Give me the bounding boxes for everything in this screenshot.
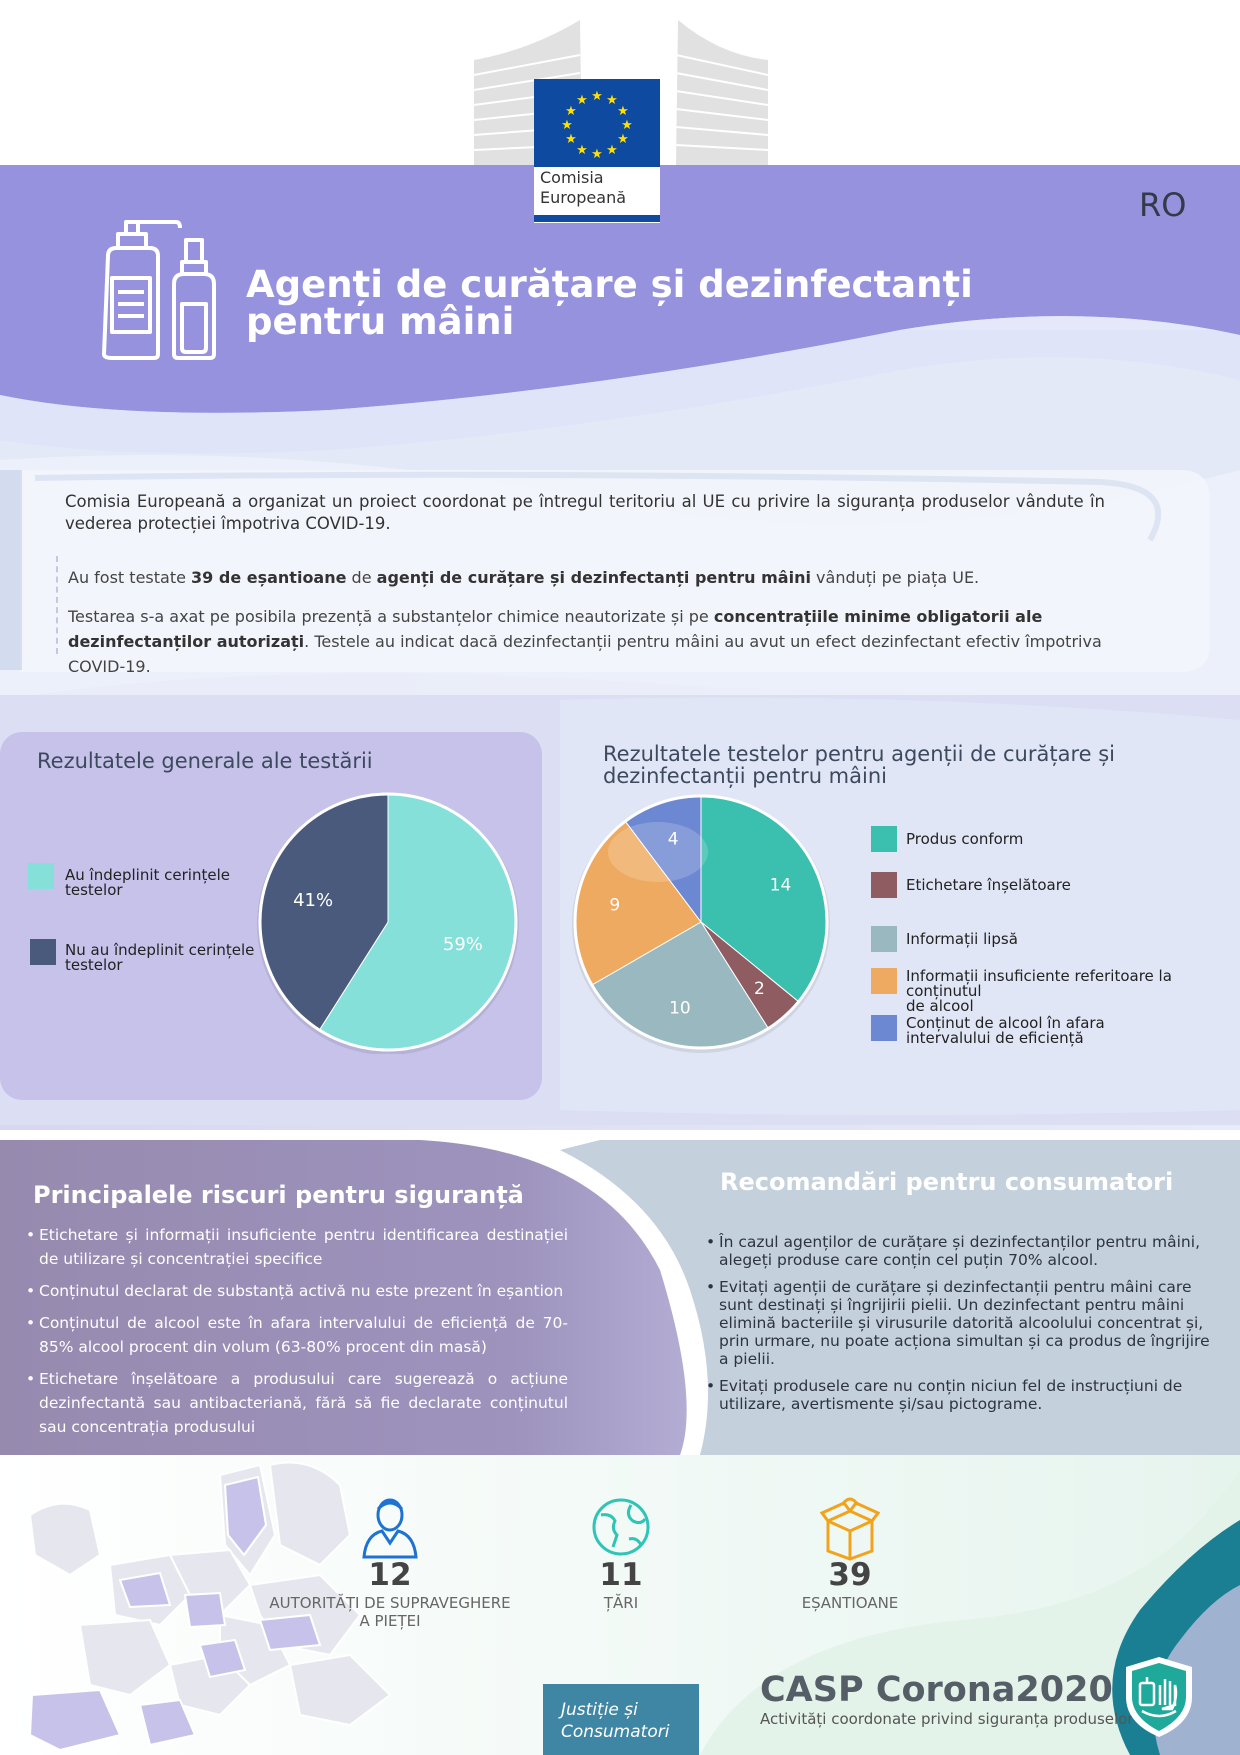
tested-text bbox=[68, 567, 1108, 589]
legend-label: Produs conform bbox=[906, 830, 1024, 848]
legend-label: Informații lipsă bbox=[906, 930, 1018, 948]
globe-icon bbox=[591, 1495, 651, 1561]
pie-label-informatii-lipsa: 10 bbox=[669, 998, 691, 1019]
pie-label-etichetare-inselatoare: 2 bbox=[753, 978, 765, 999]
intro-text: Comisia Europeană a organizat un proiect coordonat pe întregul teritoriu al UE cu privire la siguranța produselor vândute în vederea protecției împotriva COVID-19. bbox=[65, 492, 1105, 533]
focus-text bbox=[68, 604, 1108, 679]
svg-text:★: ★ bbox=[617, 132, 629, 147]
recommendation-item: • Evitați agenții de curățare și dezinfectanții pentru mâini care sunt destinați și îngrijirii pielii. Un dezinfectant pentru mâini elimină bacteriile și virusurile datorită alcoolului concentrat și, prin urmare, nu poate acționa simultan și ca produs de îngrijire a pielii. bbox=[706, 1278, 1212, 1368]
tested-products: agenți de curățare și dezinfectanți pentru mâini bbox=[376, 568, 811, 587]
legend-label: Informații insuficiente referitoare la conținutul bbox=[906, 967, 1172, 1000]
svg-text:★: ★ bbox=[621, 118, 633, 133]
legend-label: de alcool bbox=[906, 997, 974, 1015]
jc-line-2: Consumatori bbox=[561, 1722, 670, 1742]
intro-divider bbox=[56, 556, 58, 654]
overall-results-pie-chart bbox=[256, 790, 520, 1054]
legend2-item-continut-de-alcool-in-afara-intervalului-de-eficienta bbox=[906, 1016, 1105, 1046]
language-code: RO bbox=[1139, 186, 1187, 224]
legend2-swatch-continut-de-alcool-in-afara-intervalului-de-eficienta bbox=[871, 1015, 897, 1041]
stat-value: 11 bbox=[599, 1557, 643, 1593]
risk-item: • Etichetare înșelătoare a produsului care sugerează o acțiune dezinfectantă sau antibacteriană, fără să fie declarate conținutul sau concentrația produsului bbox=[26, 1367, 568, 1439]
risk-item: • Conținutul de alcool este în afara intervalului de eficiență de 70-85% alcool procent din volum (63-80% procent din masă) bbox=[26, 1311, 568, 1359]
recommendation-item: • Evitați produsele care nu conțin niciun fel de instrucțiuni de utilizare, avertismente și/sau pictograme. bbox=[706, 1377, 1212, 1413]
stat-value: 12 bbox=[368, 1557, 412, 1593]
stat-label-line: AUTORITĂȚI DE SUPRAVEGHERE bbox=[269, 1594, 511, 1612]
product-results-pie-chart bbox=[566, 790, 836, 1060]
legend1-item-passed bbox=[65, 868, 230, 898]
legend2-swatch-produs-conform bbox=[871, 826, 897, 852]
risks-list bbox=[26, 1223, 568, 1447]
legend1-item-failed bbox=[65, 943, 254, 973]
stat-label bbox=[491, 1594, 751, 1612]
svg-text:★: ★ bbox=[591, 89, 603, 104]
casp-title: CASP Corona2020 bbox=[760, 1670, 1113, 1710]
focus-bold: concentrațiile minime obligatorii ale dezinfectanților autorizați bbox=[68, 607, 1043, 651]
jc-line-1: Justiție și bbox=[561, 1700, 638, 1720]
tested-part: de bbox=[346, 568, 377, 587]
pie-label-nu-au-indeplinit-cerintele-testelor: 41% bbox=[293, 890, 334, 912]
legend2-swatch-etichetare-inselatoare bbox=[871, 872, 897, 898]
stat-label-line: EȘANTIOANE bbox=[801, 1594, 899, 1612]
stat-label-line: ȚĂRI bbox=[603, 1594, 639, 1612]
legend2-swatch-informatii-lipsa bbox=[871, 926, 897, 952]
legend2-item-informatii-lipsa bbox=[906, 932, 1018, 947]
recommendations-list bbox=[706, 1233, 1212, 1422]
legend2-item-etichetare-inselatoare bbox=[906, 878, 1071, 893]
risk-item: • Conținutul declarat de substanță activă nu este prezent în eșantion bbox=[26, 1279, 568, 1303]
legend-label: intervalului de eficiență bbox=[906, 1029, 1084, 1047]
legend-label: Nu au îndeplinit cerințele bbox=[65, 941, 255, 959]
svg-text:★: ★ bbox=[565, 132, 577, 147]
stat-value: 39 bbox=[828, 1557, 872, 1593]
stat-label bbox=[720, 1594, 980, 1612]
chart1-title: Rezultatele generale ale testării bbox=[37, 749, 373, 773]
box-icon bbox=[820, 1495, 880, 1561]
page-title: Agenți de curățare și dezinfectanți pentru mâini bbox=[246, 263, 973, 343]
casp-shield-icon bbox=[1122, 1655, 1196, 1739]
logo-line-1: Comisia bbox=[540, 168, 604, 187]
svg-text:★: ★ bbox=[576, 93, 588, 108]
legend-label: Conținut de alcool în afara bbox=[906, 1014, 1105, 1032]
svg-text:★: ★ bbox=[606, 143, 618, 158]
tested-count: 39 de eșantioane bbox=[191, 568, 347, 587]
svg-text:★: ★ bbox=[576, 143, 588, 158]
svg-text:★: ★ bbox=[591, 147, 603, 162]
casp-subtitle: Activități coordonate privind siguranța produselor bbox=[760, 1710, 1134, 1728]
sanitizer-bottles-icon bbox=[98, 218, 228, 362]
svg-text:★: ★ bbox=[617, 104, 629, 119]
legend-label: Au îndeplinit cerințele bbox=[65, 866, 230, 884]
pie-label-au-indeplinit-cerintele-testelor: 59% bbox=[442, 933, 483, 955]
legend1-swatch-failed bbox=[30, 939, 56, 965]
legend2-item-produs-conform bbox=[906, 832, 1023, 847]
stat-label bbox=[260, 1594, 520, 1630]
pie-label-produs-conform: 14 bbox=[769, 875, 792, 896]
risks-title: Principalele riscuri pentru siguranță bbox=[33, 1181, 524, 1209]
justice-consumers-badge bbox=[543, 1684, 699, 1755]
legend-label: testelor bbox=[65, 956, 123, 974]
legend-label: testelor bbox=[65, 881, 123, 899]
legend-label: Etichetare înșelătoare bbox=[906, 876, 1071, 894]
focus-part: . Testele au indicat dacă dezinfectanții pentru mâini au avut un efect dezinfectant efectiv împotriva COVID-19. bbox=[68, 632, 1102, 676]
svg-text:★: ★ bbox=[561, 118, 573, 133]
logo-line-2: Europeană bbox=[540, 188, 627, 207]
recommendation-item: • În cazul agenților de curățare și dezinfectanților pentru mâini, alegeți produse care conțin cel puțin 70% alcool. bbox=[706, 1233, 1212, 1269]
focus-part: Testarea s-a axat pe posibila prezență a substanțelor chimice neautorizate și pe bbox=[68, 607, 714, 626]
chart2-title: Rezultatele testelor pentru agenții de curățare și dezinfectanții pentru mâini bbox=[603, 742, 1116, 788]
recommendations-title: Recomandări pentru consumatori bbox=[720, 1168, 1174, 1196]
ec-logo-text bbox=[540, 168, 626, 208]
tested-part: Au fost testate bbox=[68, 568, 192, 587]
tested-part: vânduți pe piața UE. bbox=[810, 568, 980, 587]
svg-text:★: ★ bbox=[565, 104, 577, 119]
person-icon bbox=[360, 1495, 420, 1561]
stat-label-line: A PIEȚEI bbox=[359, 1612, 421, 1630]
legend1-swatch-passed bbox=[28, 863, 54, 889]
pie-label-informatii-insuficiente-referitoare-la-continutul-de-alcool: 9 bbox=[609, 895, 621, 916]
pie-label-continut-de-alcool-in-afara-intervalului-de-eficienta: 4 bbox=[667, 829, 679, 850]
legend2-swatch-informatii-insuficiente-referitoare-la-continutul-de-alcool bbox=[871, 968, 897, 994]
svg-text:★: ★ bbox=[606, 93, 618, 108]
pie-gloss bbox=[608, 822, 708, 882]
risk-item: • Etichetare și informații insuficiente pentru identificarea destinației de utilizare și concentrației specifice bbox=[26, 1223, 568, 1271]
legend2-item-informatii-insuficiente-referitoare-la-continutul-de-alcool bbox=[906, 969, 1240, 1014]
